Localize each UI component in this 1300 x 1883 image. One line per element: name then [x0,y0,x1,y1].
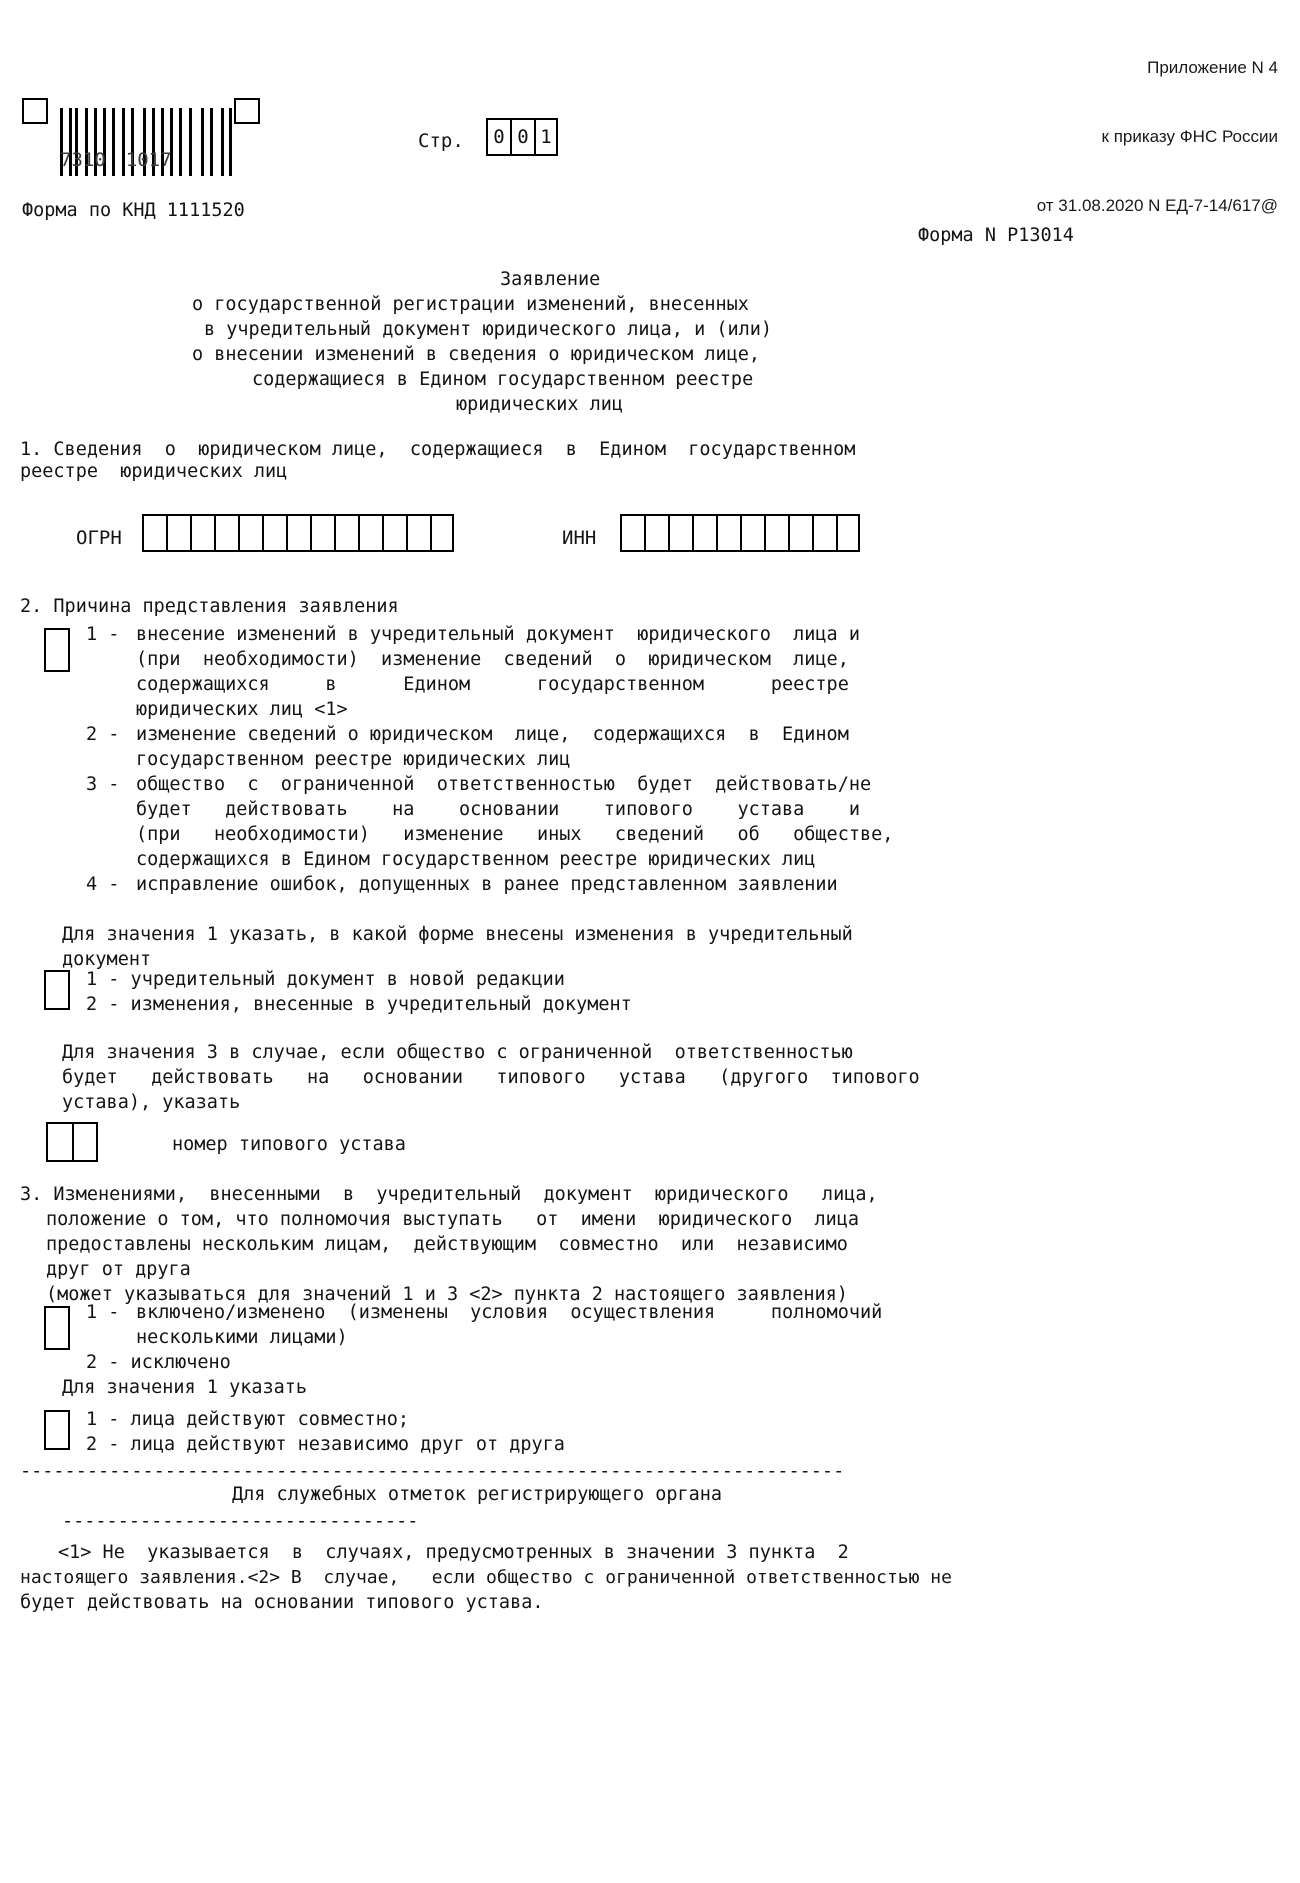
section3-heading-line-4: друг от друга [46,1259,191,1280]
form-title-line-2: о государственной регистрации изменений, внесенных [192,294,749,315]
page-number-digit-2[interactable]: 0 [510,118,534,156]
section2-option-2-line-2: государственном реестре юридических лиц [136,749,571,770]
section3-joint-action-checkbox[interactable] [44,1410,70,1450]
page-number-digit-1[interactable]: 0 [486,118,510,156]
inn-cell-7[interactable] [764,514,788,552]
ogrn-cell-1[interactable] [142,514,166,552]
inn-cell-4[interactable] [692,514,716,552]
section1-heading-line-1: 1. Сведения о юридическом лице, содержащиеся в Едином государственном [20,439,856,460]
section2-option-1-line-2: (при необходимости) изменение сведений о юридическом лице, [136,649,849,670]
appendix-line-3: от 31.08.2020 N ЕД-7-14/617@ [1036,196,1278,215]
ogrn-input[interactable] [142,514,454,552]
section2-option-1-line-1: внесение изменений в учредительный документ юридического лица и [136,624,860,645]
ogrn-cell-6[interactable] [262,514,286,552]
section2-option-1-line-3: содержащихся в Едином государственном реестре [136,674,849,695]
official-section-heading: Для служебных отметок регистрирующего органа [232,1484,723,1505]
section2-sub1-option-1: 1 - учредительный документ в новой редакции [86,969,565,990]
ogrn-cell-9[interactable] [334,514,358,552]
section2-option-3-num: 3 - [86,774,120,795]
section2-option-3-line-4: содержащихся в Едином государственном реестре юридических лиц [136,849,816,870]
form-title-line-5: содержащиеся в Едином государственном реестре [252,369,754,390]
ogrn-cell-8[interactable] [310,514,334,552]
inn-cell-10[interactable] [836,514,860,552]
page-number-digit-3[interactable]: 1 [534,118,558,156]
section3-heading-line-1: 3. Изменениями, внесенными в учредительный документ юридического лица, [20,1184,878,1205]
section2-sub2-intro-line-1: Для значения 3 в случае, если общество с ограниченной ответственностью [62,1042,853,1063]
form-title-line-1: Заявление [500,269,601,290]
official-section-divider-bottom: -------------------------------- [62,1512,419,1532]
section1-heading-line-2: реестре юридических лиц [20,461,288,482]
inn-label: ИНН [562,527,597,549]
section2-sub1-option-2: 2 - изменения, внесенные в учредительный документ [86,994,632,1015]
form-title-line-6: юридических лиц [456,394,624,415]
section2-option-4-line-1: исправление ошибок, допущенных в ранее представленном заявлении [136,874,838,895]
section2-sub1-intro-line-1: Для значения 1 указать, в какой форме внесены изменения в учредительный [62,924,853,945]
footnote-line-3: будет действовать на основании типового устава. [20,1592,544,1613]
section2-sub2-intro-line-3: устава), указать [62,1092,241,1113]
section2-option-1-num: 1 - [86,624,120,645]
knd-label: Форма по КНД 1111520 [22,200,245,221]
ogrn-cell-3[interactable] [190,514,214,552]
inn-cell-6[interactable] [740,514,764,552]
section3-powers-checkbox[interactable] [44,1306,70,1350]
section3-sub-option-2: 2 - лица действуют независимо друг от друга [86,1434,565,1455]
inn-cell-3[interactable] [668,514,692,552]
barcode-digits-right: 1017 [125,149,172,171]
ogrn-cell-12[interactable] [406,514,430,552]
section2-reason-checkbox[interactable] [44,628,70,672]
ogrn-label: ОГРН [76,527,122,549]
section2-option-1-line-4: юридических лиц <1> [136,699,348,720]
section2-charter-form-checkbox[interactable] [44,970,70,1010]
ogrn-cell-2[interactable] [166,514,190,552]
form-title-line-3: в учредительный документ юридического лица, и (или) [204,319,773,340]
barcode-digits-left: 7310 [60,149,106,171]
inn-cell-2[interactable] [644,514,668,552]
barcode-digits [60,148,238,172]
appendix-line-1: Приложение N 4 [1147,58,1278,77]
ogrn-cell-13[interactable] [430,514,454,552]
inn-cell-8[interactable] [788,514,812,552]
section2-option-4-num: 4 - [86,874,120,895]
section3-option-2: 2 - исключено [86,1352,231,1373]
footnote-line-2: настоящего заявления.<2> В случае, если общество с ограниченной ответственностью не [20,1567,952,1588]
appendix-line-2: к приказу ФНС России [1101,127,1278,146]
section3-option-1-num: 1 - [86,1302,120,1323]
section3-heading-line-3: предоставлены нескольким лицам, действующим совместно или независимо [46,1234,848,1255]
section2-sub1-intro-line-2: документ [62,949,152,970]
section2-sub2-intro-line-2: будет действовать на основании типового устава (другого типового [62,1067,920,1088]
ogrn-cell-11[interactable] [382,514,406,552]
inn-input[interactable] [620,514,860,552]
section2-option-3-line-2: будет действовать на основании типового устава и [136,799,860,820]
section3-sub-option-1: 1 - лица действуют совместно; [86,1409,410,1430]
inn-cell-9[interactable] [812,514,836,552]
form-number-label: Форма N Р13014 [918,225,1074,246]
section3-option-1-line-2: несколькими лицами) [136,1327,348,1348]
form-title-line-4: о внесении изменений в сведения о юридическом лице, [192,344,761,365]
alignment-mark-top-left [22,98,48,124]
ogrn-cell-5[interactable] [238,514,262,552]
alignment-mark-top-right [234,98,260,124]
section2-option-3-line-1: общество с ограниченной ответственностью будет действовать/не [136,774,872,795]
section2-heading: 2. Причина представления заявления [20,596,399,617]
inn-cell-5[interactable] [716,514,740,552]
section3-for-value-1-label: Для значения 1 указать [62,1377,308,1398]
page-number-label: Стр. [418,130,464,152]
section2-option-2-line-1: изменение сведений о юридическом лице, содержащихся в Едином [136,724,849,745]
section2-option-2-num: 2 - [86,724,120,745]
section2-option-3-line-3: (при необходимости) изменение иных сведений об обществе, [136,824,894,845]
ogrn-cell-4[interactable] [214,514,238,552]
section3-heading-line-2: положение о том, что полномочия выступать от имени юридического лица [46,1209,860,1230]
footnote-line-1: <1> Не указывается в случаях, предусмотренных в значении 3 пункта 2 [58,1542,849,1563]
ogrn-cell-10[interactable] [358,514,382,552]
section3-option-1-line-1: включено/изменено (изменены условия осуществления полномочий [136,1302,883,1323]
standard-charter-number-label: номер типового устава [172,1134,406,1155]
official-section-divider-top: -------------------------------------------------------------------------- [20,1462,845,1482]
barcode-block [22,96,282,184]
ogrn-cell-7[interactable] [286,514,310,552]
page-number-cells[interactable] [486,118,558,156]
standard-charter-number-input[interactable] [46,1122,98,1162]
section3-note: (может указываться для значений 1 и 3 <2> пункта 2 настоящего заявления) [46,1284,848,1305]
inn-cell-1[interactable] [620,514,644,552]
